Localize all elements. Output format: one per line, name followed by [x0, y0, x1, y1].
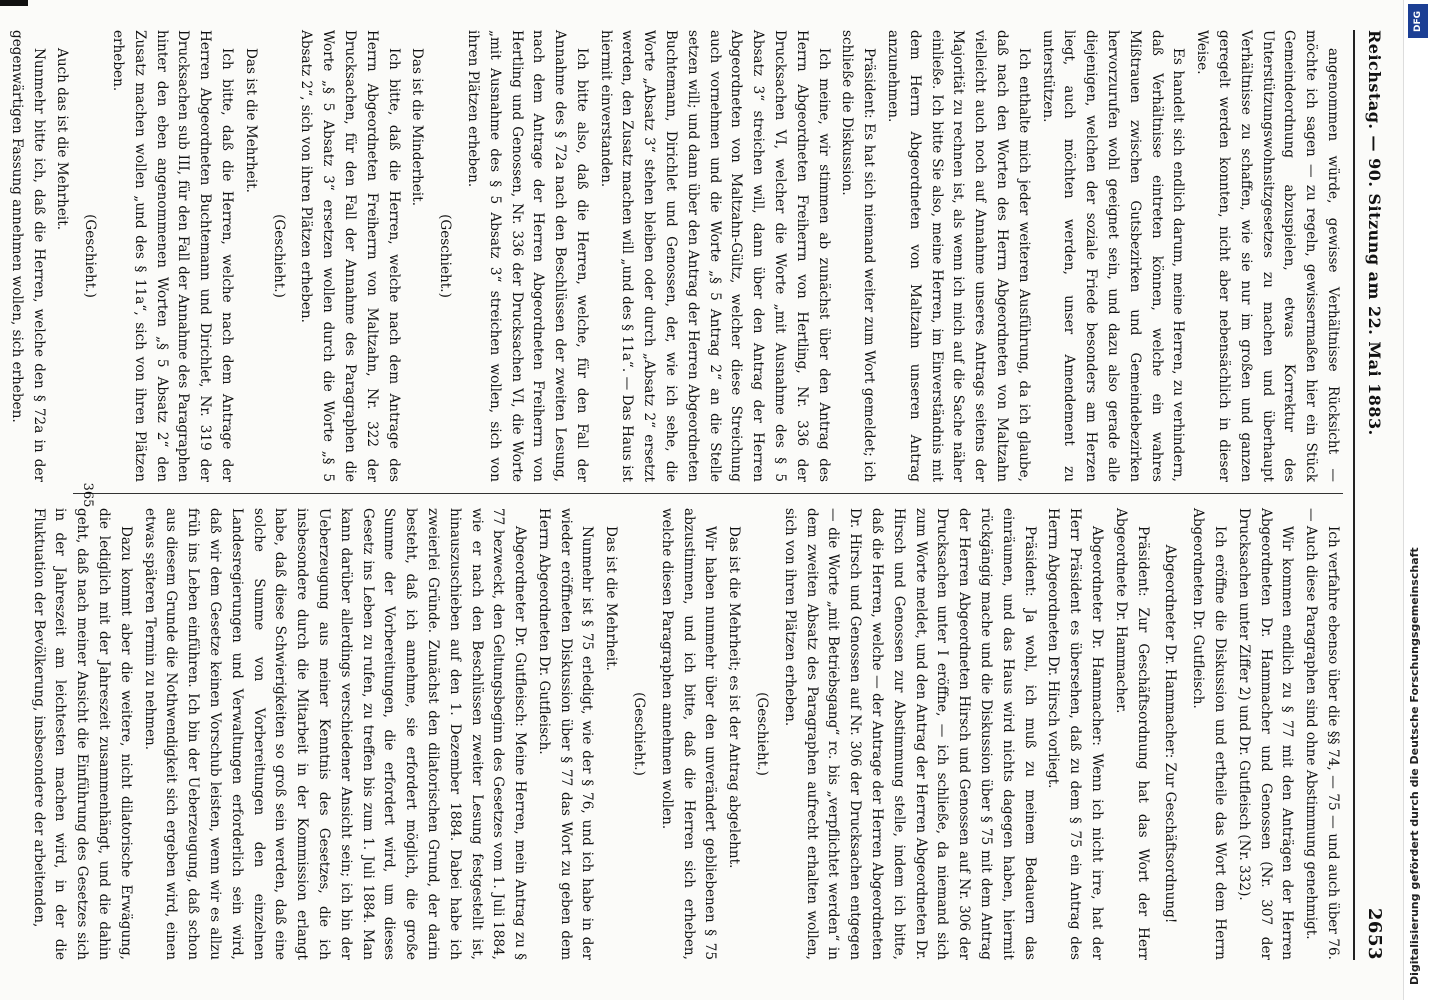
paragraph: Ich enthalte mich jeder weiteren Ausführung, da ich glaube, daß nach den Worten des Herrn Abgeordneten von Maltzahn vielleicht auch noch auf Annahme unseres Antrags seitens der Majorität zu rechnen ist, als wenn ich mich auf die Sache näher einließe. Ich bitte Sie also, meine Herren, im Einverständnis mit dem Herrn Abgeordneten von Maltzahn unseren Antrag anzunehmen.	[885, 30, 1032, 482]
paragraph: Ich bitte also, daß die Herren, welche, für den Fall der Annahme des § 72a nach den Beschlüssen der zweiten Lesung, nach dem Antrage der Herren Abgeordneten Freiherrn von Hertling und Genossen, Nr. 336 der Drucksachen VI, die Worte „mit Ausnahme des § 5 Absatz 3“ streichen wollen, sich von ihren Plätzen erheben.	[464, 30, 590, 482]
text-columns	[8, 30, 1343, 960]
right-column	[30, 508, 1343, 960]
signature-number: 365	[80, 482, 95, 508]
paragraph: Das ist die Mehrheit; es ist der Antrag abgelehnt.	[726, 526, 743, 869]
paragraph: Ich bitte, daß die Herren, welche nach dem Antrage der Herren Abgeordneten Buchtemann und Dirichlet, Nr. 319 der Drucksachen sub III, für den Fall der Annahme des Paragraphen hinter den eben angenommenen Worten „§ 5 Absatz 2“ den Zusatz machen wollen „und des § 11a“, sich von ihren Plätzen erheben.	[109, 30, 235, 482]
paragraph: angenommen würde, gewisse Verhältnisse Rücksicht — möchte ich sagen — zu regeln, gewissermaßen hier ein Stück Gemeindeordnung abzuspielen, etwas Korrektur des Unterstützungswohnsitzgesetzes zu machen und überhaupt Verhältnisse zu schaffen, wie sie nur im großen und ganzen geregelt werden konnten, nicht aber nebensächlich in dieser Weise.	[1194, 30, 1341, 482]
page-header	[1355, 30, 1395, 960]
paragraph: (Geschieht.)	[270, 214, 287, 298]
paragraph: Es handelt sich endlich darum, meine Herren, zu verhindern, daß Verhältnisse eintreten können, welche ein wahres Mißtrauen zwischen Gutsbezirken und Gemeindebezirken hervorzurufen wohl geeignet sein, und dazu also gerade alle diejenigen, welchen der soziale Friede besonders am Herzen liegt, auch möchten werden, unser Amendement zu unterstützen.	[1039, 30, 1187, 482]
running-title: Reichstag. — 90. Sitzung am 22. Mai 1883.	[1365, 30, 1385, 436]
paragraph: Ich meine, wir stimmen ab zunächst über den Antrag des Herrn Abgeordneten Freiherrn von Hertling, Nr. 336 der Drucksachen VI, welcher die Worte „mit Ausnahme des § 5 Absatz 3“ streichen will, dann über den Antrag der Herren Abgeordneten von Maltzahn-Gültz, welcher diese Streichung auch vornehmen und die Worte „§ 5 Antrag 2“ an die Stelle setzen will; und dann über den Antrag der Herren Abgeordneten Buchtemann, Dirichlet und Genossen, der, wie ich sehe, die Worte „Absatz 3“ stehen bleiben oder durch „Absatz 2“ ersetzt werden, den Zusatz machen will „und des § 11a“. — Das Haus ist hiermit einverstanden.	[597, 30, 832, 482]
header-rule	[1353, 30, 1355, 960]
page-number: 2653	[1364, 907, 1386, 960]
paragraph: Auch das ist die Mehrheit.	[54, 48, 71, 231]
paragraph: (Geschieht.)	[82, 214, 99, 298]
paragraph: Abgeordneter Dr. Gutfleisch: Meine Herren, mein Antrag zu § 77 bezweckt, den Geltungsbeginn des Gesetzes vom 1. Juli 1884, wie er nach den Beschlüssen zweiter Lesung festgestellt ist, hinauszuschieben auf den 1. Dezember 1884. Dabei habe ich zweierlei Gründe. Zunächst den dilatorischen Grund, der darin besteht, daß ich annehme, sie erfordert möglich, die große Summe der Vorbereitungen, die erfordert wird, um dieses Gesetz ins Leben zu rufen, zu treffen bis zum 1. Juli 1884. Man kann darüber allerdings verschiedener Ansicht sein; ich bin der Ueberzeugung aus meiner Kenntnis des Gesetzes, die ich insbesondere durch die Mitarbeit in der Kommission erlangt habe, daß diese Schwierigkeiten so groß sein werden, daß eine solche Summe von Vorbereitungen den einzelnen Landesregierungen und Verwaltungen erforderlich sein wird, daß wir dem Gesetze keinen Vorschub leisten, wenn wir es allzu früh ins Leben einführen. Ich bin der Ueberzeugung, daß schon aus diesem Grunde die Nothwendigkeit sich ergeben wird, einen etwas späteren Termin zu nehmen.	[141, 508, 529, 960]
digitization-sidebar	[1403, 0, 1432, 1000]
paragraph: (Geschieht.)	[754, 692, 771, 776]
paragraph: Präsident: Es hat sich niemand weiter zum Wort gemeldet; ich schließe die Diskussion.	[839, 30, 878, 482]
paragraph: Präsident: Ja wohl, ich muß zu meinem Bedauern das einräumen, und das Haus wird nichts dagegen haben, hiermit rückgängig mache und die Diskussion über § 75 mit dem Antrag der Herren Abgeordneten Hirsch und Genossen auf Nr. 306 der Drucksachen unter I eröffne, — ich schließe, da niemand sich zum Worte meldet, und den Antrag der Herren Abgeordneten Dr. Hirsch und Genossen zur Abstimmung stelle, indem ich bitte, daß die Herren, welche — der Antrage der Herren Abgeordneten Dr. Hirsch und Genossen auf Nr. 306 der Drucksachen entgegen — die Worte „mit Betriebsgang“ rc. bis „verpflichtet werden“ in dem zweiten Absatz des Paragraphen aufrecht erhalten wollen, sich von ihren Plätzen erheben.	[781, 508, 1038, 960]
paragraph: Wir haben nunmehr über den unverändert gebliebenen § 75 abzustimmen, und ich bitte, daß die Herren sich erheben, welche diesen Paragraphen annehmen wollen.	[658, 508, 719, 960]
paragraph: Ich verfahre ebenso über die §§ 74, — 75 — und auch über 76. — Auch diese Paragraphen sind ohne Abstimmung genehmigt.	[1303, 508, 1341, 960]
column-divider	[73, 493, 1343, 494]
paragraph: Das ist die Mehrheit.	[242, 48, 259, 193]
paragraph: Abgeordneter Dr. Hammacher: Zur Geschäftsordnung!	[1162, 544, 1179, 924]
paragraph: Abgeordneter Dr. Hammacher: Wenn ich nicht irre, hat der Herr Präsident es übersehen, daß zu dem § 75 ein Antrag des Herrn Abgeordneten Dr. Hirsch vorliegt.	[1045, 508, 1106, 960]
paragraph: (Geschieht.)	[437, 214, 454, 298]
rotated-document-page	[8, 30, 1395, 960]
paragraph: Nunmehr bitte ich, daß die Herren, welche den § 72a in der gegenwärtigen Fassung annehmen wollen, sich erheben.	[8, 30, 47, 482]
digitization-credit: Digitalisierung gefördert durch die Deutsche Forschungsgemeinschaft	[1408, 547, 1421, 985]
paragraph: Wir kommen endlich zu § 77 mit den Anträgen der Herren Abgeordneten Dr. Hammacher und Genossen (Nr. 307 der Drucksachen unter Ziffer 2) und Dr. Gutfleisch (Nr. 332).	[1235, 508, 1296, 960]
paragraph: Das ist die Mehrheit.	[603, 526, 620, 671]
paragraph: Präsident: Zur Geschäftsordnung hat das Wort der Herr Abgeordnete Dr. Hammacher.	[1112, 508, 1151, 960]
paragraph: Ich bitte, daß die Herren, welche nach dem Antrage des Herrn Abgeordneten Freiherrn von Maltzahn, Nr. 322 der Drucksachen, für den Fall der Annahme des Paragraphen die Worte „§ 5 Absatz 3“ ersetzen wollen durch die Worte „§ 5 Absatz 2“, sich von ihren Plätzen erheben.	[298, 30, 402, 482]
paragraph: Dazu kommt aber die weitere, nicht dilatorische Erwägung, die lediglich mit der Jahreszeit zusammenhängt, und die dahin geht, daß nach meiner Ansicht die Einführung des Gesetzes sich in der Jahreszeit am leichtesten machen wird, in der die Fluktuation der Bevölkerung, insbesondere der arbeitenden,	[30, 508, 134, 960]
paragraph: Ich eröffne die Diskussion und ertheile das Wort dem Herrn Abgeordneten Dr. Gutfleisch.	[1190, 508, 1229, 960]
scan-edge-mark	[0, 0, 28, 6]
paragraph: Das ist die Minderheit.	[409, 48, 426, 207]
paragraph: Nunmehr ist § 75 erledigt, wie der § 76, und ich habe in der wieder eröffneten Diskussion über § 77 das Wort zu geben dem Herrn Abgeordneten Dr. Gutfleisch.	[535, 508, 596, 960]
dfg-logo: DFG	[1408, 4, 1428, 38]
left-column	[8, 30, 1343, 482]
paragraph: (Geschieht.)	[631, 692, 648, 776]
